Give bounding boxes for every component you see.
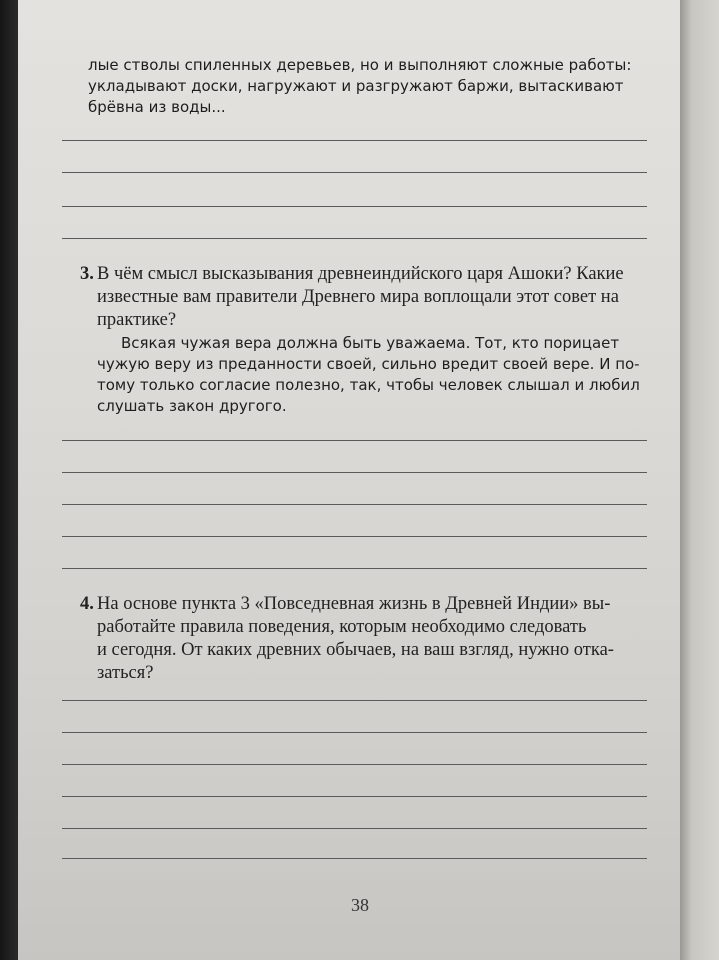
book-spine-shadow (0, 0, 18, 960)
question-4-line-2: работайте правила поведения, которым необходимо следовать (97, 617, 587, 637)
question-4 (80, 593, 650, 685)
answer-line[interactable] (62, 172, 647, 173)
answer-line[interactable] (62, 828, 647, 829)
question-3 (80, 263, 650, 332)
answer-line[interactable] (62, 504, 647, 505)
answer-line[interactable] (62, 796, 647, 797)
intro-line-1: лые стволы спиленных деревьев, но и выполняют сложные работы: (88, 56, 632, 74)
question-3-line-1: В чём смысл высказывания древнеиндийского царя Ашоки? Какие (97, 264, 624, 284)
answer-line[interactable] (62, 536, 647, 537)
page-number: 38 (351, 895, 369, 915)
question-4-line-3: и сегодня. От каких древних обычаев, на ваш взгляд, нужно отка- (97, 640, 614, 660)
question-3-line-2: известные вам правители Древнего мира воплощали этот совет на (97, 287, 619, 307)
quote-line-4: слушать закон другого. (97, 397, 287, 415)
intro-line-2: укладывают доски, нагружают и разгружают баржи, вытаскивают (88, 77, 624, 95)
workbook-page (18, 0, 680, 960)
answer-line[interactable] (62, 140, 647, 141)
intro-line-3: брёвна из воды... (88, 98, 226, 116)
answer-line[interactable] (62, 206, 647, 207)
question-3-line-3: практике? (97, 310, 177, 330)
answer-line[interactable] (62, 238, 647, 239)
answer-line[interactable] (62, 472, 647, 473)
question-4-line-1: На основе пункта 3 «Повседневная жизнь в Древней Индии» вы- (97, 594, 611, 614)
question-4-line-4: заться? (97, 663, 154, 683)
question-3-number: 3. (80, 264, 94, 284)
quote-line-3: тому только согласие полезно, так, чтобы человек слышал и любил (97, 376, 640, 394)
answer-line[interactable] (62, 568, 647, 569)
quote-line-1: Всякая чужая вера должна быть уважаема. Тот, кто порицает (121, 334, 620, 352)
answer-line[interactable] (62, 764, 647, 765)
answer-line[interactable] (62, 858, 647, 859)
ashoka-quote (97, 333, 650, 417)
next-page-edge (680, 0, 719, 960)
answer-line[interactable] (62, 732, 647, 733)
quote-line-2: чужую веру из преданности своей, сильно вредит своей вере. И по- (97, 355, 640, 373)
intro-paragraph (88, 55, 648, 118)
question-4-number: 4. (80, 594, 94, 614)
answer-line[interactable] (62, 700, 647, 701)
answer-line[interactable] (62, 440, 647, 441)
